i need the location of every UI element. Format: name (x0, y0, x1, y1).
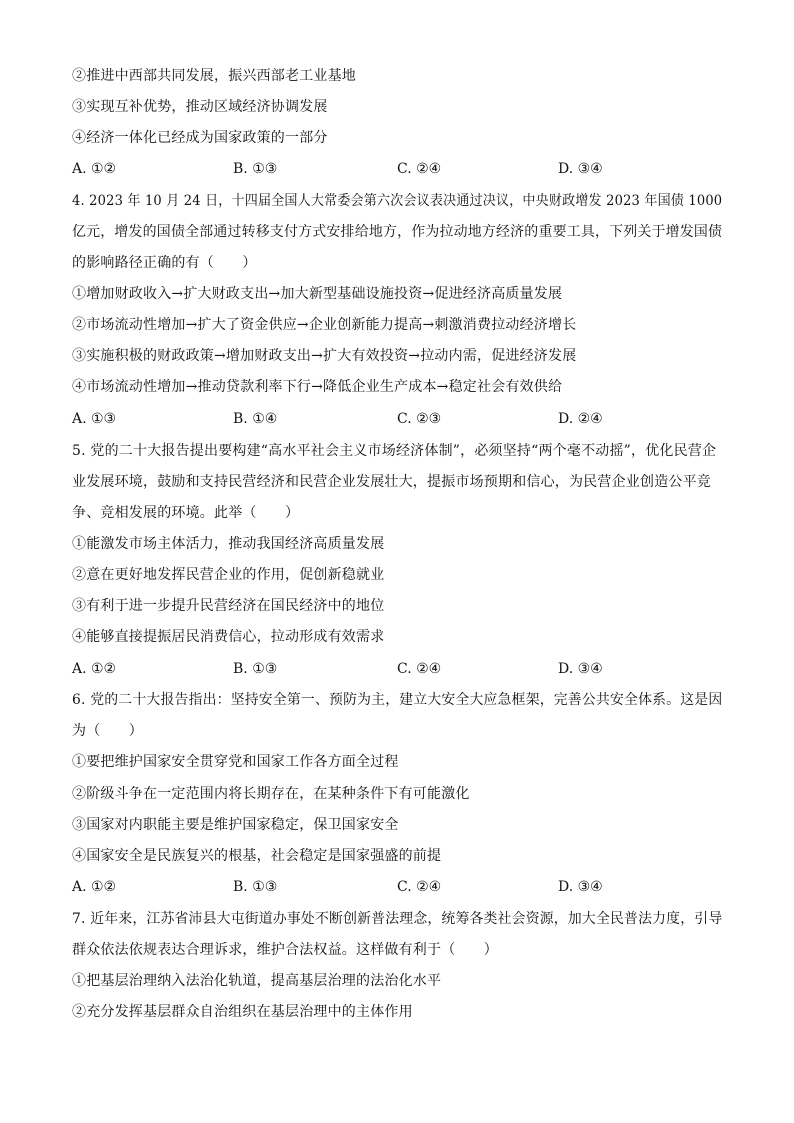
q3-statement-4: ④经济一体化已经成为国家政策的一部分 (72, 130, 328, 146)
q4-statement-2: ②市场流动性增加→扩大了资金供应→企业创新能力提高→刺激消费拉动经济增长 (72, 317, 577, 333)
q4-stem-line-3: 的影响路径正确的有（ ） (72, 255, 257, 271)
q5-stem-line-2: 业发展环境，鼓励和支持民营经济和民营企业发展壮大，提振市场预期和信心，为民营企业创造公平竞 (72, 474, 711, 490)
q3-statement-3: ③实现互补优势，推动区域经济协调发展 (72, 99, 328, 115)
q5-option-b[interactable]: B. ①③ (233, 661, 278, 677)
q3-option-b[interactable]: B. ①③ (233, 161, 278, 177)
q6-option-c[interactable]: C. ②④ (397, 879, 442, 895)
q6-option-a[interactable]: A. ①② (72, 879, 117, 895)
q4-stem-line-2: 亿元，增发的国债全部通过转移支付方式安排给地方，作为拉动地方经济的重要工具，下列关于增发国债 (72, 224, 723, 240)
q4-option-d[interactable]: D. ②④ (558, 411, 603, 427)
q3-statement-2: ②推进中西部共同发展，振兴西部老工业基地 (72, 68, 356, 84)
q4-statement-1: ①增加财政收入→扩大财政支出→加大新型基础设施投资→促进经济高质量发展 (72, 286, 563, 302)
q6-statement-3: ③国家对内职能主要是维护国家稳定，保卫国家安全 (72, 817, 399, 833)
q6-statement-2: ②阶级斗争在一定范围内将长期存在，在某种条件下有可能激化 (72, 786, 470, 802)
q5-statement-1: ①能激发市场主体活力，推动我国经济高质量发展 (72, 536, 385, 552)
q7-stem-line-1: 7. 近年来，江苏省沛县大屯街道办事处不断创新普法理念，统筹各类社会资源，加大全民普法力度，引导 (72, 911, 723, 927)
q4-statement-4: ④市场流动性增加→推动贷款利率下行→降低企业生产成本→稳定社会有效供给 (72, 379, 563, 395)
q3-option-c[interactable]: C. ②④ (397, 161, 442, 177)
q6-stem-line-1: 6. 党的二十大报告指出：坚持安全第一、预防为主，建立大安全大应急框架，完善公共安全体系。这是因 (72, 692, 723, 708)
q5-option-d[interactable]: D. ③④ (558, 661, 603, 677)
q4-option-a[interactable]: A. ①③ (72, 411, 117, 427)
q5-stem-line-3: 争、竞相发展的环境。此举（ ） (72, 505, 300, 521)
q6-stem-line-2: 为（ ） (72, 723, 143, 739)
q4-statement-3: ③实施积极的财政政策→增加财政支出→扩大有效投资→拉动内需，促进经济发展 (72, 348, 577, 364)
q4-stem-line-1: 4. 2023 年 10 月 24 日，十四届全国人大常委会第六次会议表决通过决议，中央财政增发 2023 年国债 1000 (72, 193, 723, 209)
q7-statement-1: ①把基层治理纳入法治化轨道，提高基层治理的法治化水平 (72, 973, 442, 989)
q7-statement-2: ②充分发挥基层群众自治组织在基层治理中的主体作用 (72, 1004, 413, 1020)
q6-statement-1: ①要把维护国家安全贯穿党和国家工作各方面全过程 (72, 754, 399, 770)
q5-statement-2: ②意在更好地发挥民营企业的作用，促创新稳就业 (72, 567, 385, 583)
q6-statement-4: ④国家安全是民族复兴的根基，社会稳定是国家强盛的前提 (72, 848, 442, 864)
q5-option-a[interactable]: A. ①② (72, 661, 117, 677)
q6-option-b[interactable]: B. ①③ (233, 879, 278, 895)
q5-statement-4: ④能够直接提振居民消费信心，拉动形成有效需求 (72, 629, 385, 645)
q3-option-d[interactable]: D. ③④ (558, 161, 603, 177)
q3-option-a[interactable]: A. ①② (72, 161, 117, 177)
q5-option-c[interactable]: C. ②④ (397, 661, 442, 677)
q7-stem-line-2: 群众依法依规表达合理诉求，维护合法权益。这样做有利于（ ） (72, 942, 498, 958)
q6-option-d[interactable]: D. ③④ (558, 879, 603, 895)
q5-stem-line-1: 5. 党的二十大报告提出要构建“高水平社会主义市场经济体制”，必须坚持“两个毫不动摇”，优化民营企 (72, 443, 717, 459)
q5-statement-3: ③有利于进一步提升民营经济在国民经济中的地位 (72, 598, 385, 614)
q4-option-b[interactable]: B. ①④ (233, 411, 278, 427)
q4-option-c[interactable]: C. ②③ (397, 411, 442, 427)
